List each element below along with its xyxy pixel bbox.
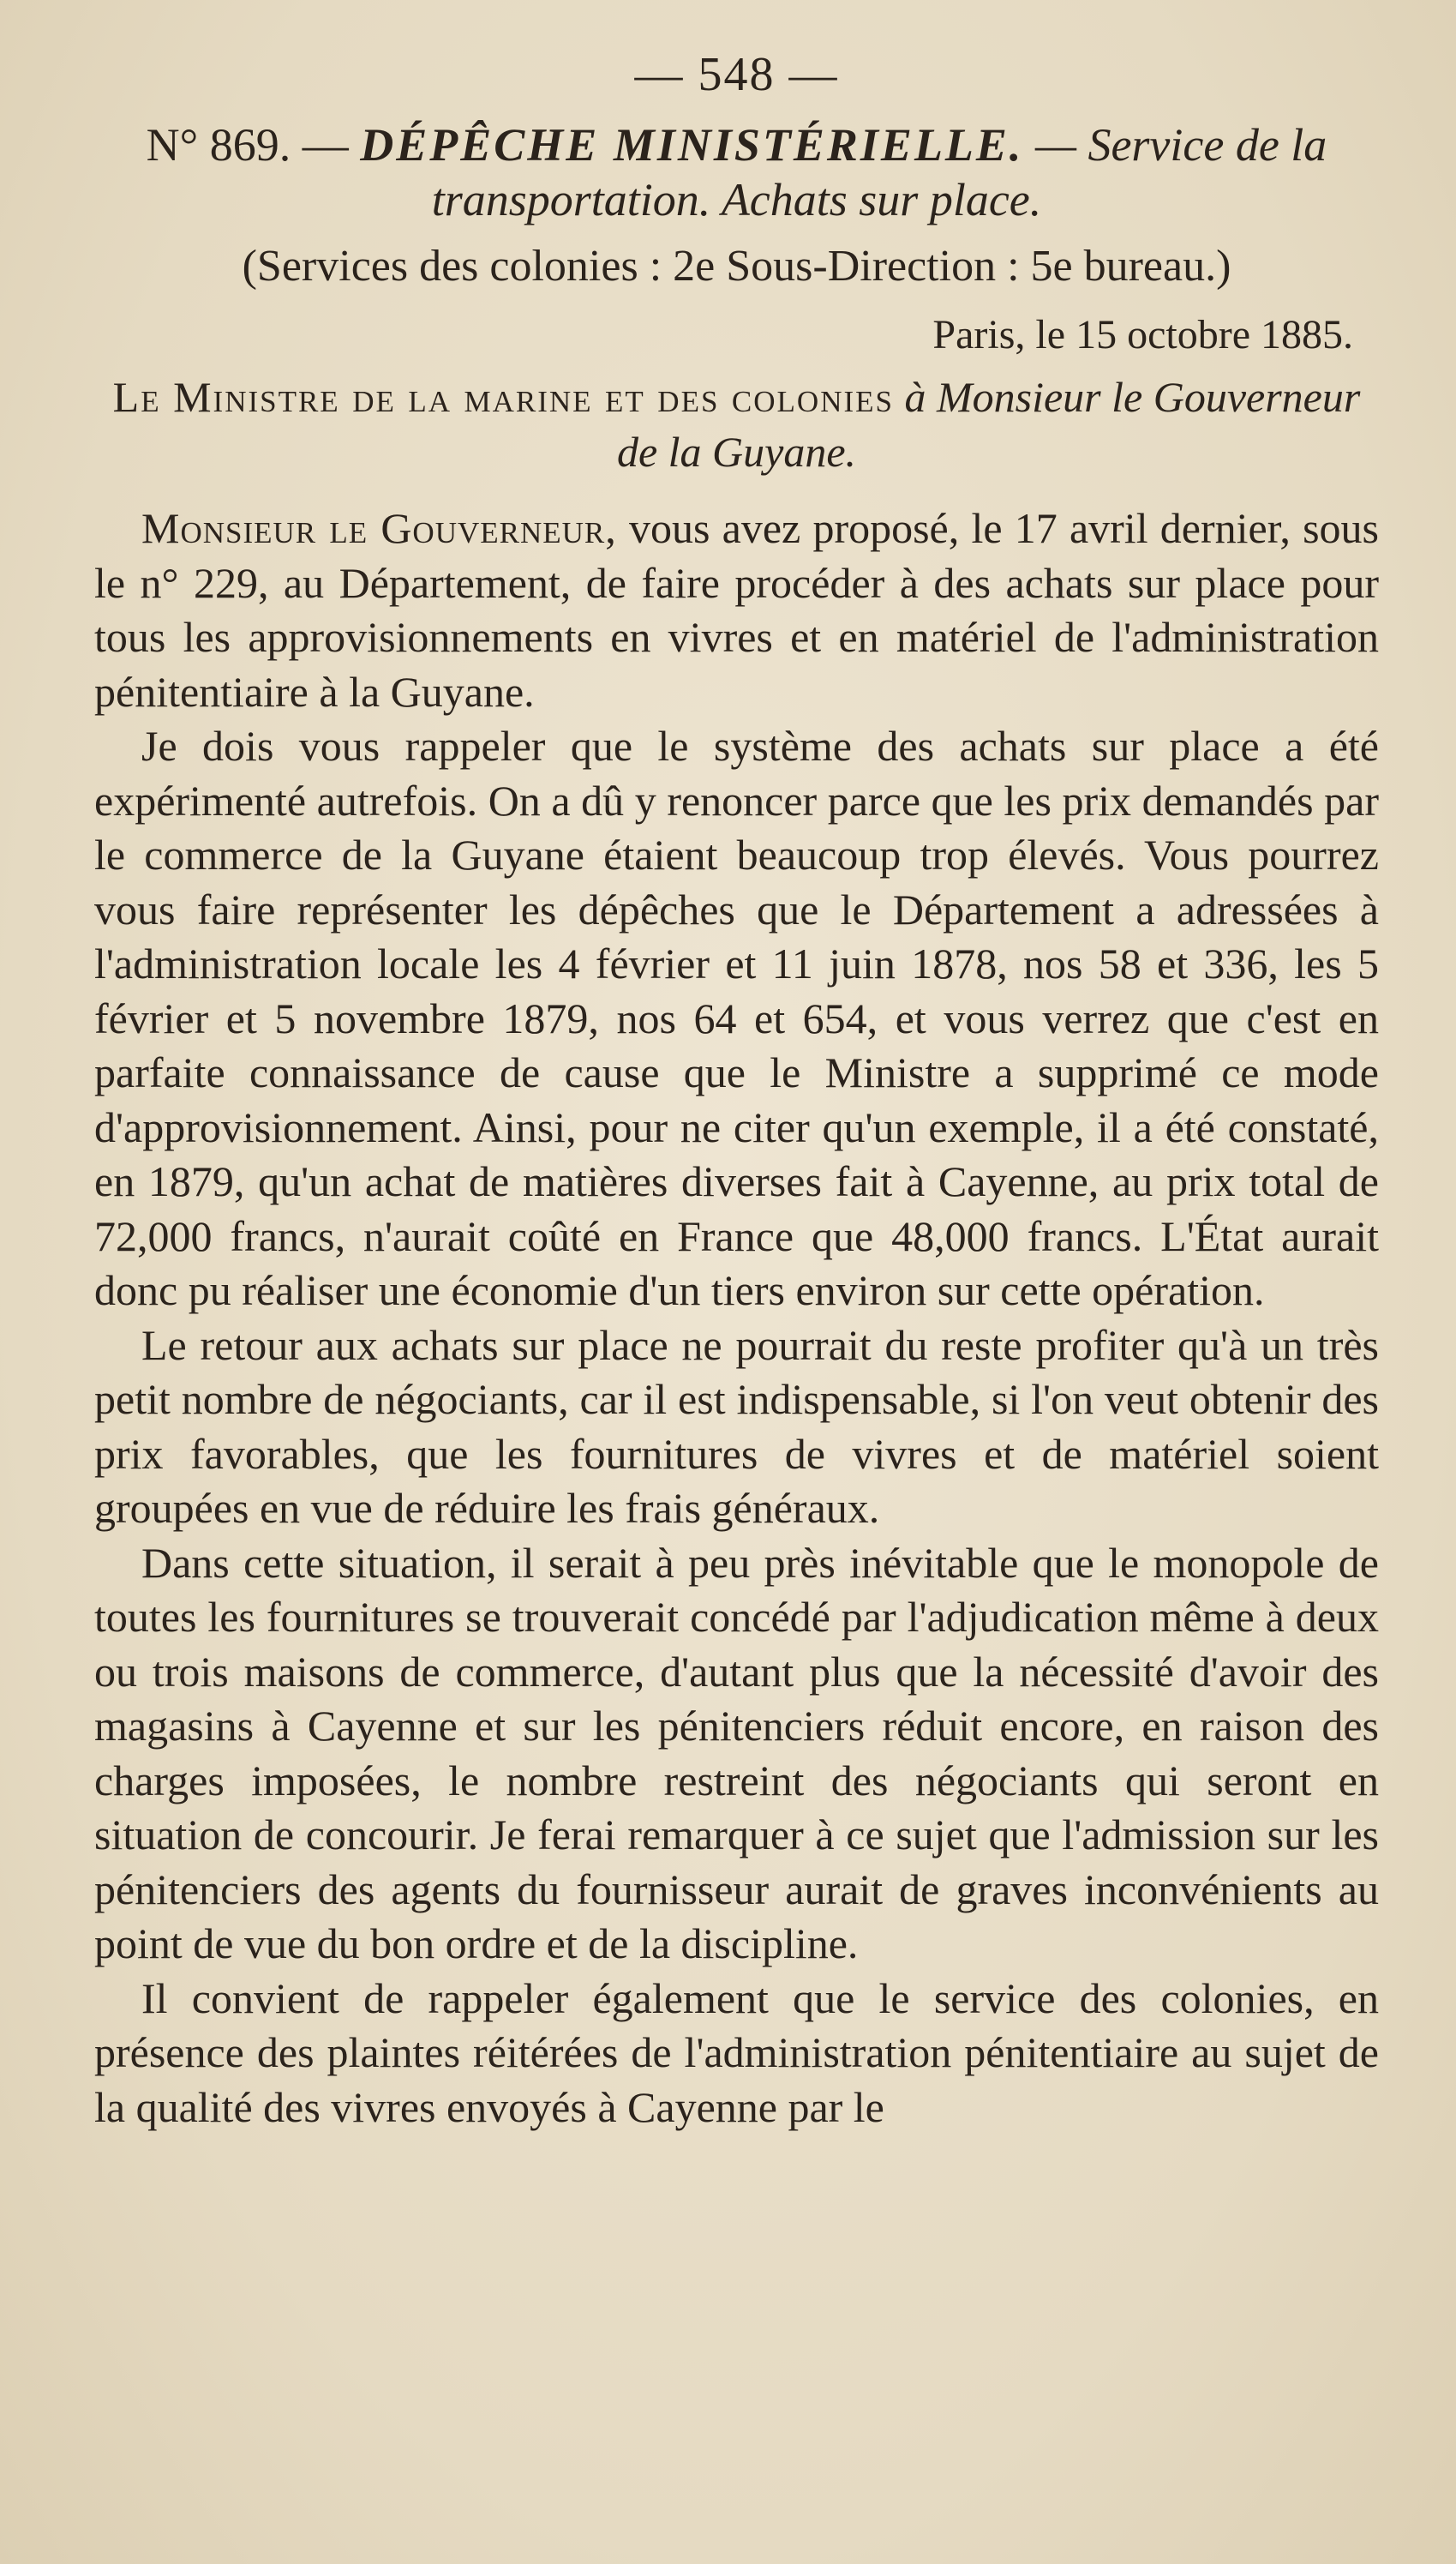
paragraph-text: Il convient de rappeler également que le service des colonies, en présence des plaintes réitérées de l'administration pénitentiaire au sujet de la qualité des vivres envoyés à Cayenne par le	[94, 1973, 1379, 2131]
salutation: Monsieur le Gouverneur,	[141, 504, 617, 552]
paragraph-text: Dans cette situation, il serait à peu près inévitable que le monopole de toutes les fournitures se trouverait concédé par l'adjudication même à deux ou trois maisons de commerce, d'autant plus que la nécessité d'avoir des magasins à Cayenne et sur les pénitenciers réduit encore, en raison des charges imposées, le nombre restreint des négociants qui seront en situation de concourir. Je ferai remarquer à ce sujet que l'admission sur les pénitenciers des agents du fournisseur aurait de graves inconvénients au point de vue du bon ordre et de la discipline.	[94, 1538, 1379, 1967]
document-header	[94, 117, 1379, 227]
body-paragraph	[94, 719, 1379, 1318]
dispatch-title: DÉPÊCHE MINISTÉRIELLE.	[360, 119, 1024, 171]
recipient: à Monsieur le Gouverneur de la Guyane.	[616, 373, 1361, 476]
sender: Le Ministre de la marine et des colonies	[112, 373, 894, 421]
page-number: — 548 —	[634, 48, 839, 101]
body-paragraph	[94, 1318, 1379, 1536]
dispatch-number: N° 869. —	[146, 119, 361, 171]
address-line	[94, 369, 1379, 479]
body-paragraph	[94, 501, 1379, 719]
dispatch-subject: — Service de la transportation. Achats sur place.	[431, 119, 1327, 225]
services-line: (Services des colonies : 2e Sous-Direction : 5e bureau.)	[242, 242, 1231, 291]
paragraph-text: vous avez proposé, le 17 avril dernier, sous le n° 229, au Département, de faire procéder à des achats sur place pour tous les approvisionnements en vivres et en matériel de l'administration pénitentiaire à la Guyane.	[94, 504, 1380, 716]
date-line: Paris, le 15 octobre 1885.	[932, 312, 1353, 357]
body-paragraph	[94, 1536, 1379, 1972]
body-paragraph	[94, 1972, 1379, 2135]
paragraph-text: Je dois vous rappeler que le système des achats sur place a été expérimenté autrefois. On a dû y renoncer parce que les prix demandés par le commerce de la Guyane étaient beaucoup trop élevés. Vous pourrez vous faire représenter les dépêches que le Département a adressées à l'administration locale les 4 février et 11 juin 1878, nos 58 et 336, les 5 février et 5 novembre 1879, nos 64 et 654, et vous verrez que c'est en parfaite connaissance de cause que le Ministre a supprimé ce mode d'approvisionnement. Ainsi, pour ne citer qu'un exemple, il a été constaté, en 1879, qu'un achat de matières diverses fait à Cayenne, au prix total de 72,000 francs, n'aurait coûté en France que 48,000 francs. L'État aurait donc pu réaliser une économie d'un tiers environ sur cette opération.	[94, 722, 1379, 1314]
paragraph-text: Le retour aux achats sur place ne pourrait du reste profiter qu'à un très petit nombre de négociants, car il est indispensable, si l'on veut obtenir des prix favorables, que les fournitures de vivres et de matériel soient groupées en vue de réduire les frais généraux.	[94, 1320, 1379, 1532]
